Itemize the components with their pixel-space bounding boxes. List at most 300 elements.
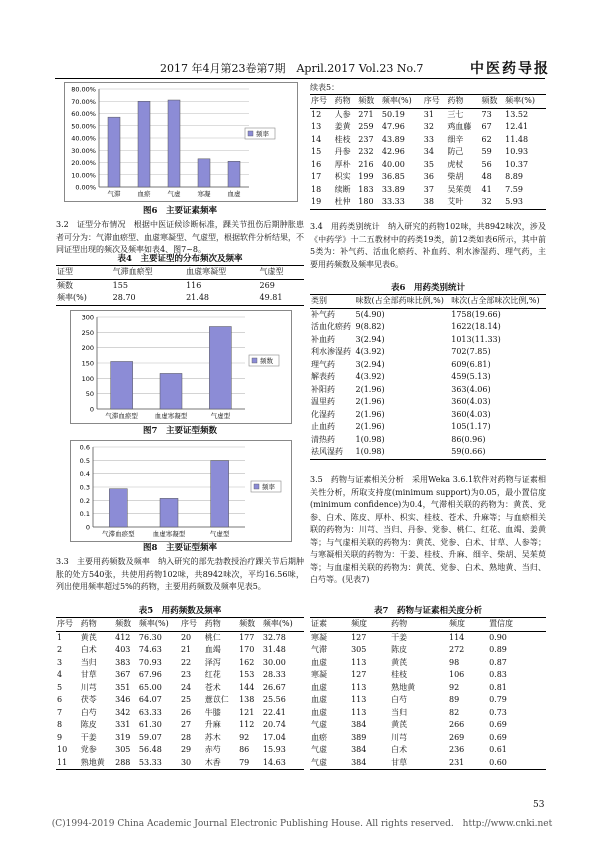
table-cell: 补血药 bbox=[311, 334, 335, 344]
x-category-label: 气滞 bbox=[107, 190, 121, 198]
table-header-cell: 证素 bbox=[310, 618, 350, 632]
table-cell: 血虚 bbox=[311, 695, 327, 704]
y-tick-label: 10.00% bbox=[71, 171, 96, 180]
table-cell: 34 bbox=[423, 147, 434, 156]
table-cell: 补阳药 bbox=[311, 384, 335, 394]
table-cell: 5(4.90) bbox=[355, 309, 385, 319]
table-cell: 5.93 bbox=[504, 196, 546, 209]
table-cell: 15 bbox=[311, 147, 322, 156]
y-tick-label: 0.6 bbox=[79, 443, 90, 452]
journal-issue: 2017 年4月第23卷第7期 April.2017 Vol.23 No.7 bbox=[160, 62, 424, 75]
table-row bbox=[310, 732, 546, 745]
table-cell: 162 bbox=[239, 657, 255, 667]
table-row bbox=[56, 279, 304, 292]
bar-0 bbox=[111, 361, 133, 409]
table-cell: 当归 bbox=[80, 657, 97, 667]
table-cell: 32 bbox=[481, 196, 505, 209]
table-cell: 76.30 bbox=[138, 632, 162, 642]
table-cell: 363(4.06) bbox=[451, 384, 491, 394]
table-cell: 虎杖 bbox=[447, 159, 464, 169]
table-cell: 泽泻 bbox=[204, 657, 221, 667]
table-cell: 续断 bbox=[334, 184, 351, 194]
table-header-cell: 药物 bbox=[446, 95, 480, 109]
table-cell: 403 bbox=[115, 645, 131, 654]
table-cell: 113 bbox=[351, 707, 367, 717]
table-row bbox=[310, 669, 546, 682]
y-tick-label: 60.00% bbox=[71, 110, 96, 118]
table-cell: 216 bbox=[358, 159, 374, 169]
table-cell: 0.81 bbox=[489, 682, 507, 692]
table-cell: 63.33 bbox=[138, 707, 162, 717]
bar-2 bbox=[211, 461, 229, 527]
table-cell: 1 bbox=[57, 632, 63, 642]
table-cell: 温里药 bbox=[311, 397, 335, 406]
table-cell: 86(0.96) bbox=[451, 434, 486, 444]
table-cell: 346 bbox=[115, 695, 131, 704]
table-cell: 利水渗湿药 bbox=[311, 347, 351, 356]
table-row bbox=[310, 757, 546, 770]
table-cell: 3(2.94) bbox=[355, 359, 385, 369]
table-header-cell: 置信度 bbox=[488, 618, 546, 632]
table-cell: 7 bbox=[57, 707, 63, 717]
table-row bbox=[310, 121, 546, 134]
table-cell: 赤芍 bbox=[204, 745, 221, 754]
table-cell: 血虚 bbox=[311, 707, 327, 717]
table-cell: 113 bbox=[351, 695, 367, 704]
table-cell: 升麻 bbox=[204, 720, 221, 729]
table-header-cell: 频度 bbox=[350, 618, 390, 632]
copyright-footer: (C)1994-2019 China Academic Journal Electronic Publishing House. All rights reserved. http://www.cnki.net bbox=[51, 819, 553, 829]
table-cell: 24 bbox=[180, 682, 192, 692]
table-cell: 22.41 bbox=[262, 707, 286, 717]
table-cell: 17.04 bbox=[262, 732, 286, 742]
table-cell: 26.67 bbox=[262, 682, 286, 692]
table-cell: 0.90 bbox=[489, 632, 507, 642]
table-cell: 89 bbox=[449, 695, 460, 704]
table-row bbox=[310, 308, 546, 321]
table-cell: 70.93 bbox=[138, 657, 162, 667]
figure-8-caption: 图8 主要证型频率 bbox=[143, 543, 217, 553]
bar-1 bbox=[138, 101, 150, 187]
table-cell: 人参 bbox=[334, 109, 351, 119]
table-cell: 183 bbox=[358, 184, 374, 194]
table-cell: 170 bbox=[239, 645, 255, 654]
table-cell: 防己 bbox=[447, 147, 464, 156]
table-cell: 21.48 bbox=[185, 292, 258, 305]
table-cell: 党参 bbox=[80, 745, 97, 754]
table-cell: 28 bbox=[180, 732, 192, 742]
table-cell: 67 bbox=[481, 122, 492, 131]
table-cell: 98 bbox=[449, 657, 460, 667]
y-tick-label: 70.00% bbox=[71, 97, 96, 106]
x-category-label: 血虚寒凝型 bbox=[154, 412, 188, 420]
table-cell: 155 bbox=[112, 280, 128, 290]
table-row bbox=[310, 744, 546, 757]
y-tick-label: 0 bbox=[89, 405, 94, 414]
table-cell: 气虚 bbox=[311, 745, 327, 754]
table-cell: 频率(%) bbox=[56, 292, 112, 305]
table-row bbox=[56, 682, 304, 695]
table-cell: 补气药 bbox=[311, 309, 335, 319]
table-cell: 0.69 bbox=[489, 720, 507, 729]
table-header-cell: 药物 bbox=[204, 618, 238, 632]
table-cell: 桂枝 bbox=[334, 134, 351, 144]
table-row bbox=[310, 321, 546, 334]
table-cell: 白术 bbox=[391, 745, 408, 754]
table-cell: 33.33 bbox=[381, 196, 423, 209]
table-row bbox=[310, 409, 546, 422]
table-cell: 79 bbox=[238, 757, 262, 770]
table-cell: 43.89 bbox=[381, 134, 405, 144]
table-cell: 1(0.98) bbox=[354, 446, 450, 459]
table-row bbox=[56, 644, 304, 657]
table-cell: 73 bbox=[481, 109, 492, 119]
table-cell: 1758(19.66) bbox=[451, 309, 501, 319]
table-cell: 0.61 bbox=[489, 745, 507, 754]
table-cell: 4(3.92) bbox=[355, 347, 385, 356]
table-cell: 64.07 bbox=[138, 695, 162, 704]
table-cell: 367 bbox=[115, 670, 131, 679]
y-tick-label: 300 bbox=[81, 313, 94, 322]
table-row bbox=[310, 446, 546, 459]
table-cell: 59.07 bbox=[138, 732, 162, 742]
table-cell: 气虚 bbox=[310, 757, 350, 770]
table-cell: 36 bbox=[423, 172, 434, 181]
x-category-label: 气滞血瘀型 bbox=[102, 530, 135, 538]
table-row bbox=[310, 434, 546, 447]
table-row bbox=[310, 396, 546, 409]
table-cell: 231 bbox=[448, 757, 488, 770]
table-cell: 153 bbox=[239, 670, 255, 679]
table-cell: 59(0.66) bbox=[450, 446, 546, 459]
bar-3 bbox=[198, 159, 210, 187]
y-tick-label: 0.1 bbox=[79, 510, 90, 519]
y-tick-label: 0.5 bbox=[79, 456, 90, 465]
journal-logo: 中医药导报 bbox=[470, 61, 550, 77]
x-category-label: 气虚型 bbox=[209, 530, 230, 538]
table-cell: 23 bbox=[180, 670, 192, 679]
section-3-4-text: 3.4 用药类别统计 纳入研究的药物102味，共8942味次，涉及《中药学》十二五教材中的药类19类，前12类如表6所示，其中前5类为：补气药、活血化瘀药、补血药、利水渗湿药、理气药，主要用药频数及频率见表6。 bbox=[310, 222, 546, 269]
y-tick-label: 100 bbox=[81, 374, 94, 383]
table-cell: 11 bbox=[56, 757, 80, 770]
table-cell: 232 bbox=[358, 147, 374, 156]
table-header-cell: 频率(%) bbox=[504, 95, 546, 109]
table-cell: 丹参 bbox=[334, 147, 351, 156]
table-cell: 74.63 bbox=[138, 645, 162, 654]
header-rule bbox=[55, 78, 545, 79]
table-row bbox=[310, 184, 546, 197]
table-cell: 383 bbox=[115, 657, 131, 667]
table-cell: 清热药 bbox=[311, 434, 335, 444]
legend-label: 频率 bbox=[262, 483, 275, 491]
y-tick-label: 20.00% bbox=[71, 159, 96, 167]
table-cell: 干姜 bbox=[80, 732, 97, 742]
table-header-cell: 频率(%) bbox=[138, 618, 180, 632]
table-cell: 4 bbox=[57, 670, 63, 679]
y-tick-label: 0.4 bbox=[79, 470, 90, 479]
legend-swatch bbox=[248, 131, 253, 136]
table-row bbox=[56, 694, 304, 707]
table-cell: 114 bbox=[449, 632, 465, 642]
table-cell: 止血药 bbox=[311, 422, 335, 431]
table-cell: 61.30 bbox=[138, 720, 162, 729]
table-cell: 柴胡 bbox=[447, 172, 464, 181]
table-cell: 木香 bbox=[204, 757, 238, 770]
page-number: 53 bbox=[533, 800, 545, 810]
table-cell: 28.33 bbox=[262, 670, 286, 679]
table-cell: 黄芪 bbox=[80, 632, 97, 642]
table-cell: 32 bbox=[423, 122, 434, 131]
table-cell: 702(7.85) bbox=[451, 347, 491, 356]
table-cell: 熟地黄 bbox=[80, 757, 114, 770]
table-cell: 10.93 bbox=[505, 147, 529, 156]
table-cell: 0.60 bbox=[488, 757, 546, 770]
table-cell: 0.83 bbox=[489, 670, 507, 679]
table-4-caption: 表4 主要证型的分布频次及频率 bbox=[117, 254, 243, 264]
table-cell: 红花 bbox=[204, 670, 221, 679]
table-cell: 0.89 bbox=[489, 645, 507, 654]
y-tick-label: 40.00% bbox=[71, 134, 96, 143]
table-row bbox=[56, 631, 304, 644]
table-cell: 40.00 bbox=[381, 159, 405, 169]
table-cell: 138 bbox=[239, 695, 255, 704]
table-row bbox=[310, 346, 546, 359]
table-cell: 15.93 bbox=[262, 745, 286, 754]
table-cell: 鸡血藤 bbox=[447, 122, 472, 131]
table-cell: 22 bbox=[180, 657, 192, 667]
table-cell: 116 bbox=[186, 280, 202, 290]
table-7-caption: 表7 药物与证素相关度分析 bbox=[374, 606, 482, 616]
y-tick-label: 50.00% bbox=[71, 122, 96, 131]
table-header-cell: 频率(%) bbox=[381, 95, 423, 109]
table-cell: 49.81 bbox=[259, 292, 304, 305]
table-cell: 12 bbox=[311, 109, 322, 119]
table-cell: 106 bbox=[449, 670, 465, 679]
table-cell: 50.19 bbox=[381, 109, 405, 119]
table-cell: 33 bbox=[423, 134, 434, 144]
table-cell: 259 bbox=[358, 122, 374, 131]
table-cell: 0.69 bbox=[489, 732, 507, 742]
y-tick-label: 30.00% bbox=[71, 146, 96, 155]
section-3-5-text: 3.5 药物与证素相关分析 采用Weka 3.6.1软件对药物与证素相关性分析，所取支持度(minimum support)为0.05，最小置信度(minimum confidence)为0.4，气滞相关联的药物为：黄芪、党参、白术、陈皮、厚朴、枳实、桂枝、苍术、升麻等；与血瘀相关联的药物为：川芎、当归、丹参、党参、桃仁、红花、血竭、姜黄等；与气虚相关联的药物为：黄芪、党参、白术、甘草、人参等；与寒凝相关联的药物为：干姜、桂枝、升麻、细辛、柴胡、吴茱萸等；与血虚相关联的药物为：黄芪、党参、白术、熟地黄、当归、白芍等。(见表7) bbox=[310, 475, 546, 584]
table-row bbox=[56, 744, 304, 757]
table-cell: 厚朴 bbox=[334, 159, 351, 169]
table-cell: 黄芪 bbox=[391, 657, 408, 667]
table-cell: 4(3.92) bbox=[355, 372, 385, 381]
table-cell: 三七 bbox=[447, 109, 464, 119]
table-cell: 41 bbox=[481, 184, 492, 194]
table-header-cell: 药物 bbox=[334, 95, 358, 109]
bar-2 bbox=[209, 327, 231, 409]
table-cell: 气滞 bbox=[311, 645, 327, 654]
table-cell: 33.89 bbox=[381, 184, 405, 194]
table-row bbox=[310, 719, 546, 732]
table-5-continued-caption: 续表5： bbox=[310, 83, 340, 92]
table-cell: 甘草 bbox=[80, 670, 97, 679]
table-cell: 10 bbox=[57, 745, 68, 754]
x-category-label: 气虚型 bbox=[210, 412, 231, 420]
table-row bbox=[310, 421, 546, 434]
table-cell: 陈皮 bbox=[391, 645, 408, 654]
table-cell: 25 bbox=[180, 695, 192, 704]
y-tick-label: 200 bbox=[81, 344, 94, 353]
table-cell: 1(0.98) bbox=[355, 434, 385, 444]
table-cell: 6 bbox=[57, 695, 63, 704]
x-category-label: 血虚 bbox=[227, 190, 241, 198]
table-cell: 144 bbox=[239, 682, 255, 692]
bar-4 bbox=[228, 161, 240, 187]
bar-1 bbox=[160, 373, 182, 409]
table-cell: 苏木 bbox=[204, 732, 221, 742]
table-cell: 384 bbox=[351, 720, 367, 729]
table-cell: 27 bbox=[180, 720, 192, 729]
figure-7-caption: 图7 主要证型频数 bbox=[143, 426, 217, 436]
x-category-label: 血瘀 bbox=[137, 190, 151, 198]
figure-6-chart bbox=[64, 82, 298, 202]
table-cell: 65.00 bbox=[138, 682, 162, 692]
table-header-cell: 类别 bbox=[310, 295, 354, 309]
table-cell: 枳实 bbox=[334, 172, 351, 181]
table-header-cell: 序号 bbox=[423, 95, 447, 109]
table-row bbox=[310, 159, 546, 172]
table-cell: 5 bbox=[57, 682, 63, 692]
table-cell: 白芍 bbox=[80, 707, 97, 717]
table-cell: 67.96 bbox=[138, 670, 162, 679]
table-cell: 吴茱萸 bbox=[447, 184, 472, 194]
table-cell: 薏苡仁 bbox=[204, 695, 229, 704]
table-header-cell: 味数(占全部药味比例,%) bbox=[354, 295, 450, 309]
y-tick-label: 80.00% bbox=[71, 85, 96, 94]
table-cell: 11.48 bbox=[505, 134, 529, 144]
table-row bbox=[310, 359, 546, 372]
table-cell: 白术 bbox=[80, 645, 97, 654]
table-5-caption: 表5 用药频数及频率 bbox=[138, 606, 222, 616]
table-cell: 3(2.94) bbox=[355, 334, 385, 344]
table-cell: 31.48 bbox=[262, 645, 286, 654]
table-cell: 237 bbox=[358, 134, 374, 144]
table-row bbox=[310, 146, 546, 159]
table-cell: 活血化瘀药 bbox=[311, 322, 351, 331]
table-cell: 384 bbox=[351, 745, 367, 754]
table-header-cell: 频数 bbox=[114, 618, 138, 632]
table-cell: 0.73 bbox=[489, 707, 507, 717]
y-tick-label: 250 bbox=[81, 328, 94, 337]
table-cell: 319 bbox=[115, 732, 131, 742]
table-row bbox=[56, 757, 304, 770]
section-3-3-text: 3.3 主要用药频数及频率 纳入研究的部先勃教授治疗踝关节后期肿胀的处方540张，共使用药物102味，共8942味次，平均16.56味，列出使用频率超过5%的药物，主要用药频数及频率见表5。 bbox=[56, 557, 304, 591]
table-row bbox=[310, 371, 546, 384]
x-category-label: 气虚 bbox=[167, 190, 181, 198]
table-cell: 黄芪 bbox=[391, 720, 408, 729]
legend-swatch bbox=[252, 358, 257, 363]
table-row bbox=[56, 669, 304, 682]
table-header-cell: 药物 bbox=[390, 618, 448, 632]
table-header-cell: 频数 bbox=[481, 95, 505, 109]
table-cell: 47.96 bbox=[381, 122, 405, 131]
table-header-cell: 证型 bbox=[56, 266, 112, 280]
table-row bbox=[56, 657, 304, 670]
table-cell: 气虚 bbox=[311, 720, 327, 729]
table-cell: 2 bbox=[57, 645, 63, 654]
table-5-continued bbox=[310, 94, 546, 210]
table-cell: 86 bbox=[239, 745, 250, 754]
table-cell: 360(4.03) bbox=[451, 397, 491, 406]
table-cell: 艾叶 bbox=[446, 196, 480, 209]
table-row bbox=[310, 631, 546, 644]
figure-6-caption: 图6 主要证素频率 bbox=[143, 206, 217, 216]
table-6 bbox=[310, 294, 546, 460]
table-cell: 48 bbox=[481, 172, 492, 181]
table-cell: 0.79 bbox=[489, 695, 507, 704]
table-cell: 360(4.03) bbox=[451, 409, 491, 419]
table-cell: 13 bbox=[311, 122, 322, 131]
table-cell: 19 bbox=[310, 196, 334, 209]
table-cell: 112 bbox=[239, 720, 255, 729]
table-cell: 269 bbox=[449, 732, 465, 742]
table-header-cell: 序号 bbox=[180, 618, 204, 632]
table-cell: 1622(18.14) bbox=[451, 322, 501, 331]
table-cell: 血瘀 bbox=[311, 732, 327, 742]
table-header-cell: 频率(%) bbox=[262, 618, 304, 632]
table-cell: 177 bbox=[239, 632, 255, 642]
table-cell: 牛膝 bbox=[204, 707, 221, 717]
legend-label: 频率 bbox=[256, 130, 269, 138]
table-header-cell: 频数 bbox=[238, 618, 262, 632]
table-cell: 92 bbox=[239, 732, 250, 742]
table-header-cell: 频度 bbox=[448, 618, 488, 632]
table-cell: 127 bbox=[351, 632, 367, 642]
table-row bbox=[56, 292, 304, 305]
table-cell: 105(1.17) bbox=[451, 422, 491, 431]
table-row bbox=[56, 719, 304, 732]
figure-7-chart bbox=[70, 310, 292, 424]
legend-label: 频数 bbox=[260, 357, 273, 365]
table-cell: 26 bbox=[180, 707, 192, 717]
table-row bbox=[56, 707, 304, 720]
table-cell: 桂枝 bbox=[391, 670, 408, 679]
table-row bbox=[310, 384, 546, 397]
table-cell: 29 bbox=[180, 745, 192, 754]
table-cell: 18 bbox=[311, 184, 322, 194]
table-row bbox=[310, 694, 546, 707]
table-cell: 2(1.96) bbox=[355, 384, 385, 394]
table-cell: 解表药 bbox=[311, 372, 335, 381]
y-tick-label: 0.2 bbox=[79, 496, 90, 505]
table-cell: 寒凝 bbox=[311, 670, 327, 679]
table-cell: 血虚 bbox=[311, 657, 327, 667]
table-cell: 2(1.96) bbox=[355, 397, 385, 406]
y-tick-label: 0.00% bbox=[75, 183, 96, 192]
table-cell: 17 bbox=[311, 172, 322, 181]
table-cell: 35 bbox=[423, 159, 434, 169]
table-row bbox=[310, 171, 546, 184]
table-cell: 9(8.82) bbox=[355, 322, 385, 331]
table-cell: 459(5.13) bbox=[451, 372, 491, 381]
table-cell: 199 bbox=[358, 172, 374, 181]
table-cell: 305 bbox=[115, 745, 131, 754]
table-cell: 苍术 bbox=[204, 682, 221, 692]
table-cell: 14.63 bbox=[262, 757, 304, 770]
table-row bbox=[310, 196, 546, 209]
table-cell: 59 bbox=[481, 147, 492, 156]
section-3-2-text: 3.2 证型分布情况 根据中医证候诊断标准，踝关节扭伤后期肿胀患者可分为：气滞血瘀型、血虚寒凝型、气虚型，根据软件分析结果，不同证型出现的频次及频率如表4、图7~8。 bbox=[56, 220, 304, 254]
table-7 bbox=[310, 617, 546, 770]
table-cell: 白芍 bbox=[391, 695, 408, 704]
table-cell: 13.52 bbox=[505, 109, 529, 119]
table-cell: 9 bbox=[57, 732, 63, 742]
table-row bbox=[310, 108, 546, 121]
table-cell: 熟地黄 bbox=[391, 682, 416, 692]
